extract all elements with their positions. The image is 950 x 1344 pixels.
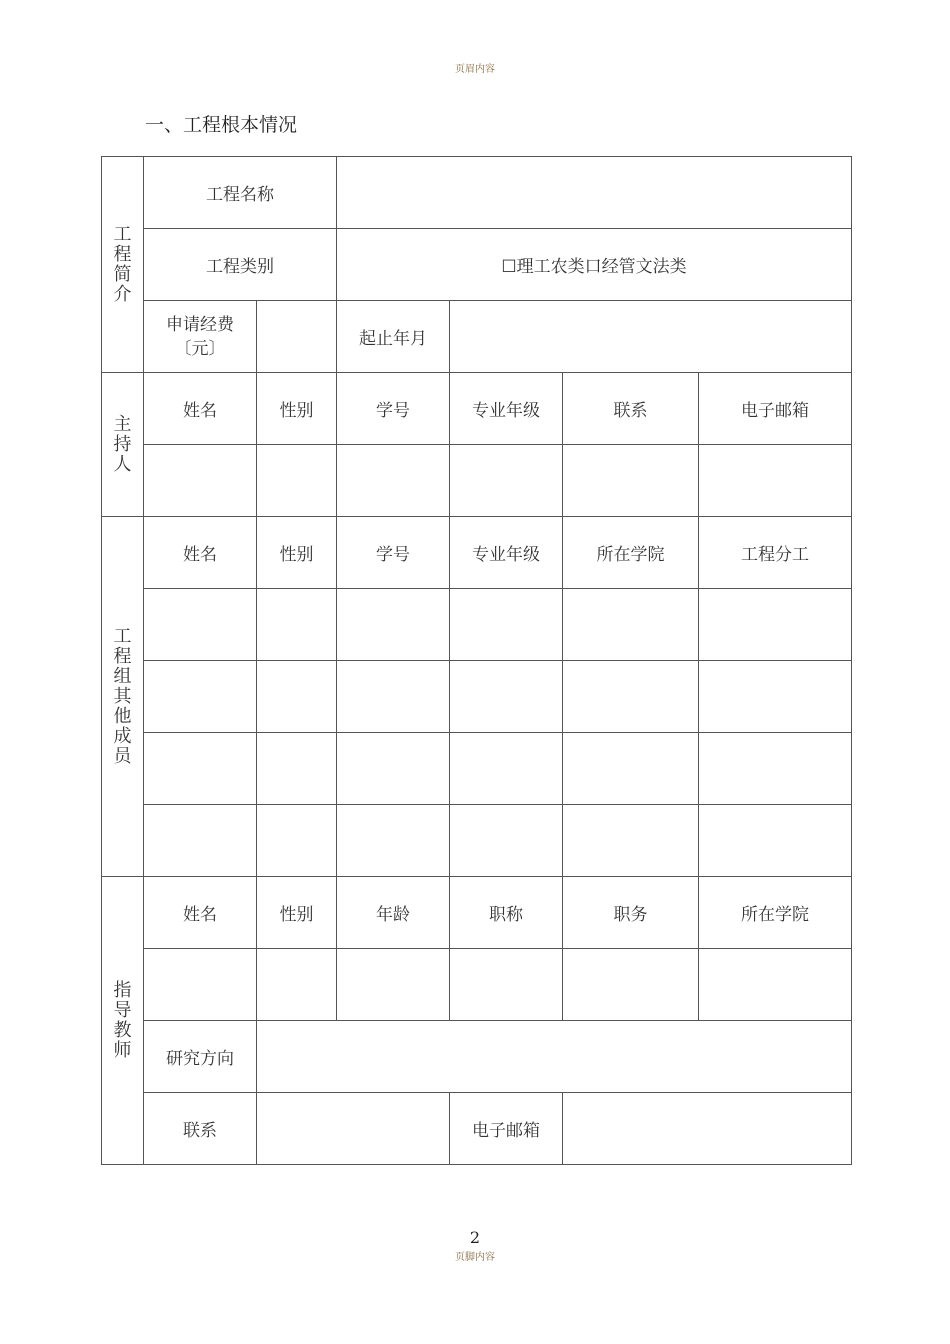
member-field[interactable] [699, 733, 852, 805]
member-field[interactable] [563, 589, 699, 661]
advisor-age-field[interactable] [337, 949, 450, 1021]
funding-field[interactable] [257, 301, 337, 373]
advisor-email-field[interactable] [563, 1093, 852, 1165]
member-field[interactable] [337, 661, 450, 733]
member-field[interactable] [337, 589, 450, 661]
member-field[interactable] [699, 661, 852, 733]
advisor-contact-field[interactable] [257, 1093, 450, 1165]
member-field[interactable] [563, 661, 699, 733]
advisor-side-label: 指导教师 [102, 877, 144, 1165]
project-type-label: 工程类别 [144, 229, 337, 301]
advisor-col-title: 职称 [450, 877, 563, 949]
member-field[interactable] [563, 733, 699, 805]
member-field[interactable] [257, 733, 337, 805]
intro-side-label: 工程简介 [102, 157, 144, 373]
advisor-title-field[interactable] [450, 949, 563, 1021]
advisor-col-gender: 性别 [257, 877, 337, 949]
page-header: 页眉内容 [455, 64, 495, 75]
project-type-options[interactable]: ☐理工农类口经管文法类 [337, 229, 852, 301]
advisor-name-field[interactable] [144, 949, 257, 1021]
member-row [102, 589, 852, 661]
host-col-name: 姓名 [144, 373, 257, 445]
host-col-gender: 性别 [257, 373, 337, 445]
advisor-email-label: 电子邮箱 [450, 1093, 563, 1165]
host-col-email: 电子邮箱 [699, 373, 852, 445]
advisor-contact-label: 联系 [144, 1093, 257, 1165]
member-field[interactable] [699, 805, 852, 877]
members-col-student-id: 学号 [337, 517, 450, 589]
member-field[interactable] [337, 733, 450, 805]
host-major-grade-field[interactable] [450, 445, 563, 517]
member-row [102, 805, 852, 877]
member-field[interactable] [144, 589, 257, 661]
member-field[interactable] [563, 805, 699, 877]
host-student-id-field[interactable] [337, 445, 450, 517]
host-contact-field[interactable] [563, 445, 699, 517]
members-col-college: 所在学院 [563, 517, 699, 589]
member-field[interactable] [450, 733, 563, 805]
advisor-col-position: 职务 [563, 877, 699, 949]
host-side-label: 主持人 [102, 373, 144, 517]
host-col-major-grade: 专业年级 [450, 373, 563, 445]
member-field[interactable] [450, 661, 563, 733]
advisor-col-age: 年龄 [337, 877, 450, 949]
host-col-contact: 联系 [563, 373, 699, 445]
members-col-gender: 性别 [257, 517, 337, 589]
member-field[interactable] [257, 589, 337, 661]
host-email-field[interactable] [699, 445, 852, 517]
page-number: 2 [469, 1228, 481, 1247]
research-direction-label: 研究方向 [144, 1021, 257, 1093]
research-direction-field[interactable] [257, 1021, 852, 1093]
application-form-table [101, 156, 852, 1165]
funding-label: 申请经费 〔元〕 [144, 301, 257, 373]
host-col-student-id: 学号 [337, 373, 450, 445]
member-field[interactable] [450, 589, 563, 661]
host-gender-field[interactable] [257, 445, 337, 517]
members-col-major-grade: 专业年级 [450, 517, 563, 589]
advisor-col-college: 所在学院 [699, 877, 852, 949]
period-label: 起止年月 [337, 301, 450, 373]
period-field[interactable] [450, 301, 852, 373]
members-col-name: 姓名 [144, 517, 257, 589]
member-field[interactable] [699, 589, 852, 661]
member-field[interactable] [337, 805, 450, 877]
advisor-college-field[interactable] [699, 949, 852, 1021]
member-row [102, 661, 852, 733]
member-field[interactable] [257, 661, 337, 733]
advisor-gender-field[interactable] [257, 949, 337, 1021]
section-title: 一、工程根本情况 [145, 114, 298, 136]
advisor-position-field[interactable] [563, 949, 699, 1021]
advisor-col-name: 姓名 [144, 877, 257, 949]
host-name-field[interactable] [144, 445, 257, 517]
member-field[interactable] [144, 733, 257, 805]
member-field[interactable] [144, 805, 257, 877]
members-col-division: 工程分工 [699, 517, 852, 589]
project-name-field[interactable] [337, 157, 852, 229]
page-footer: 页脚内容 [455, 1252, 495, 1263]
member-field[interactable] [257, 805, 337, 877]
advisor-row [102, 949, 852, 1021]
members-side-label: 工程组其他成员 [102, 517, 144, 877]
member-field[interactable] [450, 805, 563, 877]
host-row [102, 445, 852, 517]
member-row [102, 733, 852, 805]
project-name-label: 工程名称 [144, 157, 337, 229]
member-field[interactable] [144, 661, 257, 733]
